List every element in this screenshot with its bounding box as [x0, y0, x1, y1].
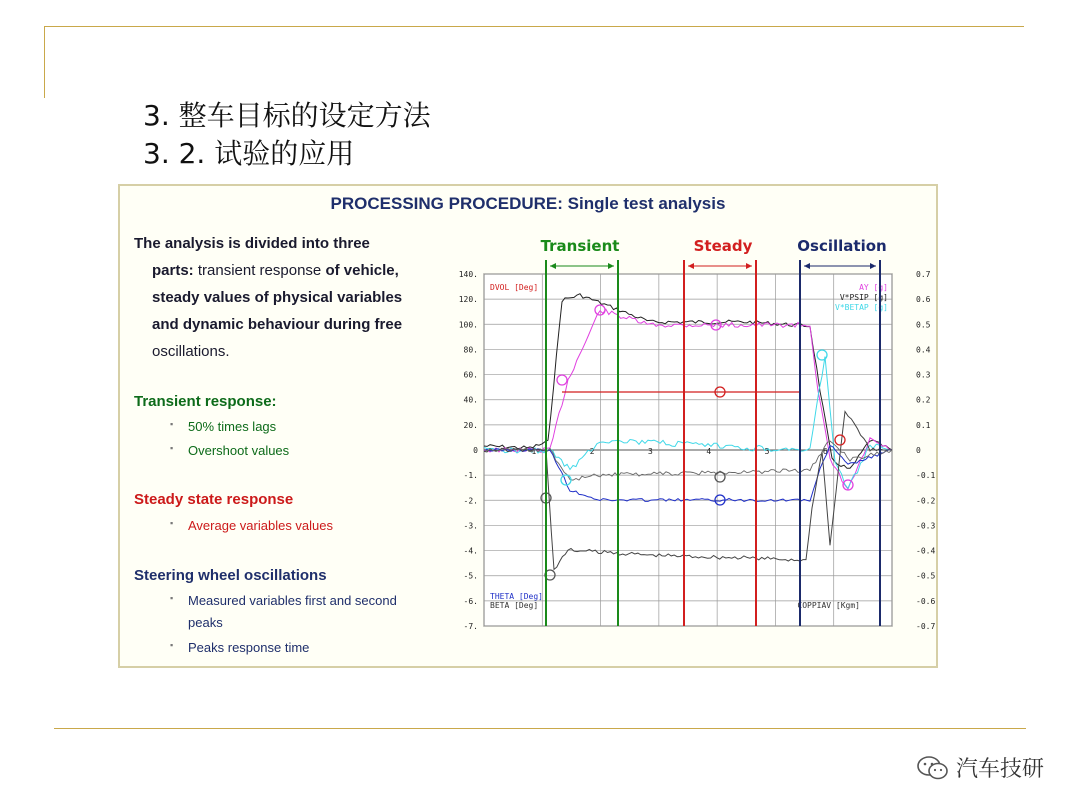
- left-tick-label: 80.: [463, 345, 478, 355]
- intro-text: parts:: [152, 262, 194, 279]
- panel-title: PROCESSING PROCEDURE: Single test analysis: [330, 194, 726, 213]
- left-tick-label: 20.: [463, 420, 478, 430]
- right-tick-label: -0.6: [916, 596, 936, 606]
- left-tick-label: -6.: [463, 596, 478, 606]
- wechat-icon: [916, 754, 950, 782]
- transient-heading: Transient response:: [134, 393, 277, 410]
- right-tick-label: 0: [916, 446, 921, 455]
- right-tick-label: 0.2: [916, 395, 931, 405]
- steady-heading: Steady state response: [134, 491, 294, 508]
- transient-item: ▪ 50% times lags: [188, 419, 276, 434]
- phase-label-steady: Steady: [693, 237, 753, 255]
- intro-text: of physical variables: [254, 289, 403, 306]
- oscillation-item: ▪ Measured variables first and second: [188, 593, 397, 608]
- slide-title-line-1: 3. 整车目标的设定方法: [143, 99, 431, 132]
- intro-text: The analysis is divided into three: [134, 235, 370, 252]
- x-tick-label: 2: [589, 447, 595, 456]
- right-tick-label: -0.4: [916, 546, 936, 556]
- bottom-rule: [54, 728, 1026, 729]
- right-tick-label: -0.5: [916, 571, 936, 581]
- x-tick-label: 3: [648, 447, 653, 456]
- intro-text: and dynamic behaviour during free: [152, 316, 403, 333]
- left-tick-label: 120.: [458, 295, 478, 305]
- x-tick-label: 1: [531, 447, 537, 456]
- transient-item: ▪ Overshoot values: [188, 443, 289, 458]
- left-tick-label: -1.: [463, 471, 478, 481]
- right-tick-label: 0.4: [916, 345, 931, 355]
- right-tick-label: 0.5: [916, 320, 931, 330]
- right-tick-label: -0.1: [916, 471, 936, 481]
- left-tick-label: 100.: [458, 320, 478, 330]
- test-analysis-chart: [450, 230, 940, 650]
- left-tick-label: 0: [473, 446, 478, 455]
- watermark-text: 汽车技研: [955, 757, 1044, 782]
- legend-psip: V*PSIP [g]: [839, 293, 888, 302]
- left-tick-label: -5.: [463, 571, 478, 581]
- phase-label-oscillation: Oscillation: [797, 237, 887, 255]
- x-tick-label: 5: [764, 447, 770, 456]
- oscillation-item-cont: peaks: [188, 615, 223, 630]
- right-tick-label: -0.3: [916, 521, 936, 531]
- right-tick-label: 0.3: [916, 370, 931, 380]
- x-tick-label: 4: [706, 447, 712, 456]
- legend-coppiav: COPPIAV [Kgm]: [797, 601, 860, 610]
- left-tick-label: 40.: [463, 395, 478, 405]
- left-tick-label: 60.: [463, 370, 478, 380]
- left-tick-label: -7.: [463, 622, 478, 631]
- intro-text: oscillations.: [152, 343, 230, 360]
- intro-text: of vehicle,: [325, 262, 399, 279]
- right-tick-label: -0.7: [916, 622, 936, 631]
- left-tick-label: 140.: [458, 270, 478, 279]
- intro-text: transient response: [193, 262, 326, 279]
- watermark: [916, 752, 1044, 783]
- steady-item: ▪ Average variables values: [188, 518, 333, 533]
- intro-paragraph: [134, 230, 434, 365]
- x-tick-label: 6: [822, 447, 828, 456]
- legend-theta: THETA [Deg]: [490, 592, 543, 601]
- legend-dvol: DVOL [Deg]: [490, 283, 539, 292]
- right-tick-label: 0.6: [916, 295, 931, 305]
- right-tick-label: -0.2: [916, 496, 936, 506]
- procedure-panel: [118, 184, 938, 668]
- legend-beta: BETA [Deg]: [490, 601, 539, 610]
- oscillation-heading: Steering wheel oscillations: [134, 567, 327, 584]
- legend-ay: AY [g]: [859, 283, 888, 292]
- right-tick-label: 0.1: [916, 420, 931, 430]
- left-rule: [44, 26, 45, 98]
- oscillation-item: ▪ Peaks response time: [188, 640, 309, 655]
- left-tick-label: -2.: [463, 496, 478, 506]
- legend-betap: V*BETAP [g]: [835, 303, 888, 312]
- left-tick-label: -4.: [463, 546, 478, 556]
- intro-text: steady values: [152, 289, 255, 306]
- top-rule: [44, 26, 1024, 27]
- slide-title-line-2: 3. 2. 试验的应用: [143, 137, 355, 170]
- right-tick-label: 0.7: [916, 270, 931, 279]
- left-tick-label: -3.: [463, 521, 478, 531]
- phase-label-transient: Transient: [540, 237, 620, 255]
